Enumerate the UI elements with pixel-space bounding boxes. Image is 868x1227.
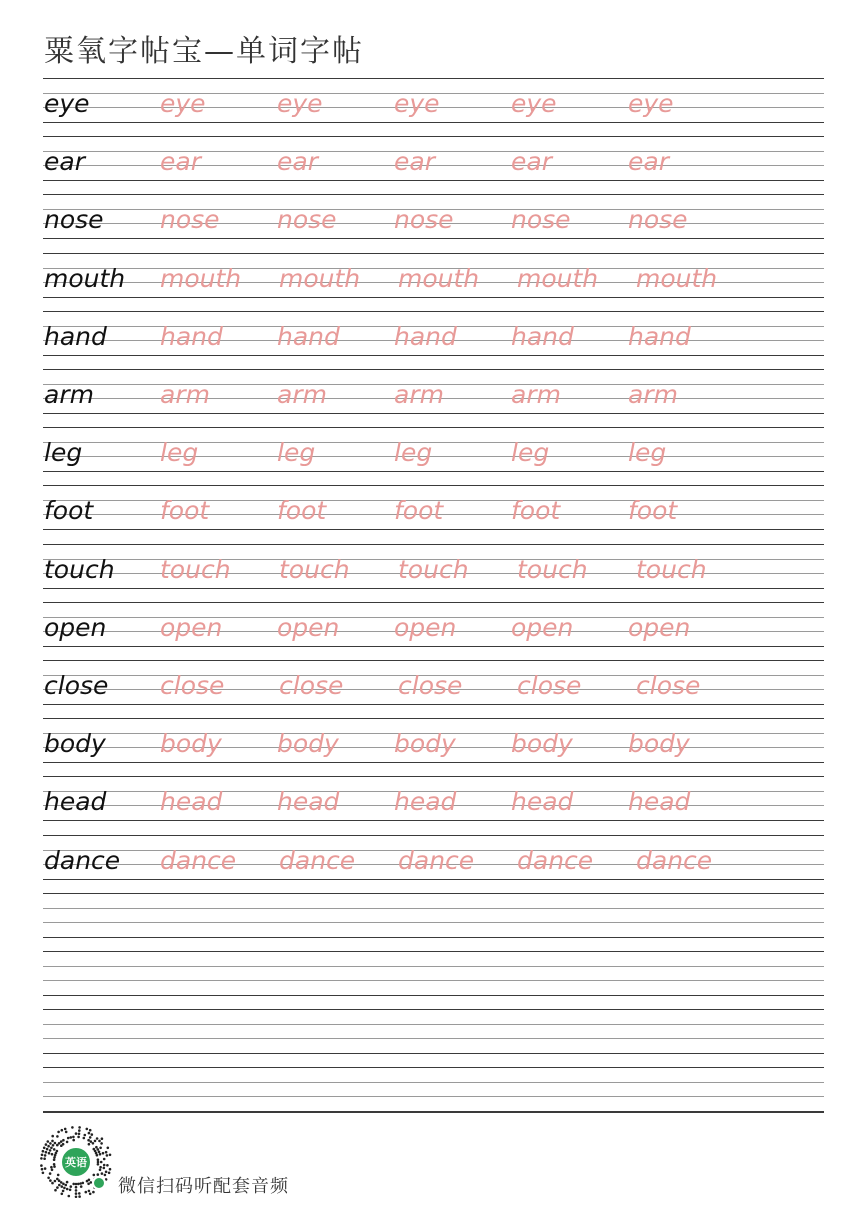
word-trace[interactable]: touch xyxy=(160,554,231,584)
word-trace[interactable]: open xyxy=(160,612,223,642)
word-trace[interactable]: nose xyxy=(628,205,688,235)
ruled-line xyxy=(43,1096,824,1097)
word-model: body xyxy=(44,729,106,759)
ruled-line xyxy=(43,980,824,981)
word-trace[interactable]: ear xyxy=(394,147,435,177)
ruled-line xyxy=(43,1082,824,1083)
word-trace[interactable]: body xyxy=(394,729,456,759)
word-trace[interactable]: body xyxy=(628,729,690,759)
word-trace[interactable]: hand xyxy=(511,321,574,351)
word-row xyxy=(44,82,824,140)
page-title: 粟氧字帖宝—单词字帖 xyxy=(44,34,364,69)
word-trace[interactable]: mouth xyxy=(517,263,599,293)
word-trace[interactable]: mouth xyxy=(636,263,718,293)
word-trace[interactable]: leg xyxy=(277,438,316,468)
word-row xyxy=(44,548,824,606)
ruled-line xyxy=(43,937,824,938)
word-trace[interactable]: arm xyxy=(511,380,561,409)
word-trace[interactable]: ear xyxy=(628,147,669,177)
word-trace[interactable]: eye xyxy=(160,89,206,118)
word-row xyxy=(44,198,824,256)
word-trace[interactable]: close xyxy=(279,671,344,700)
word-trace[interactable]: nose xyxy=(277,205,337,235)
word-model: close xyxy=(44,671,109,700)
word-trace[interactable]: eye xyxy=(394,89,440,118)
word-trace[interactable]: ear xyxy=(511,147,552,177)
word-trace[interactable]: close xyxy=(398,671,463,700)
word-trace[interactable]: leg xyxy=(628,438,667,468)
word-trace[interactable]: leg xyxy=(394,438,433,468)
word-trace[interactable]: dance xyxy=(160,845,237,875)
word-trace[interactable]: arm xyxy=(277,380,327,409)
ruled-line xyxy=(43,922,824,923)
word-trace[interactable]: leg xyxy=(511,438,550,468)
word-row xyxy=(44,664,824,722)
word-trace[interactable]: dance xyxy=(517,845,594,875)
word-trace[interactable]: foot xyxy=(160,496,210,526)
word-row xyxy=(44,722,824,780)
word-trace[interactable]: arm xyxy=(628,380,678,409)
word-trace[interactable]: body xyxy=(511,729,573,759)
qr-badge-icon xyxy=(92,1176,106,1190)
word-trace[interactable]: head xyxy=(511,787,574,817)
word-trace[interactable]: nose xyxy=(511,205,571,235)
word-trace[interactable]: leg xyxy=(160,438,199,468)
word-trace[interactable]: hand xyxy=(160,321,223,351)
word-trace[interactable]: touch xyxy=(279,554,350,584)
qr-center-logo xyxy=(59,1145,93,1179)
word-trace[interactable]: dance xyxy=(636,845,713,875)
ruled-line xyxy=(43,1009,824,1010)
word-model: eye xyxy=(44,89,90,118)
ruled-line xyxy=(43,1038,824,1039)
word-trace[interactable]: eye xyxy=(277,89,323,118)
word-trace[interactable]: close xyxy=(160,671,225,700)
word-row xyxy=(44,315,824,373)
word-row xyxy=(44,780,824,838)
word-trace[interactable]: foot xyxy=(394,496,444,526)
ruled-line xyxy=(43,908,824,909)
word-trace[interactable]: open xyxy=(394,612,457,642)
word-trace[interactable]: touch xyxy=(398,554,469,584)
word-trace[interactable]: touch xyxy=(517,554,588,584)
word-row xyxy=(44,257,824,315)
word-trace[interactable]: mouth xyxy=(398,263,480,293)
word-trace[interactable]: mouth xyxy=(160,263,242,293)
qr-center-label: 英语 xyxy=(65,1156,87,1169)
word-trace[interactable]: arm xyxy=(160,380,210,409)
word-trace[interactable]: close xyxy=(517,671,582,700)
word-trace[interactable]: nose xyxy=(394,205,454,235)
word-trace[interactable]: open xyxy=(511,612,574,642)
word-trace[interactable]: head xyxy=(394,787,457,817)
word-trace[interactable]: touch xyxy=(636,554,707,584)
ruled-line xyxy=(43,1024,824,1025)
word-trace[interactable]: head xyxy=(277,787,340,817)
footer xyxy=(40,1126,440,1198)
word-trace[interactable]: body xyxy=(160,729,222,759)
ruled-line xyxy=(43,1053,824,1054)
word-trace[interactable]: mouth xyxy=(279,263,361,293)
word-trace[interactable]: ear xyxy=(277,147,318,177)
word-model: hand xyxy=(44,321,107,351)
word-trace[interactable]: close xyxy=(636,671,701,700)
word-trace[interactable]: foot xyxy=(277,496,327,526)
word-model: head xyxy=(44,787,107,817)
word-row xyxy=(44,489,824,547)
word-trace[interactable]: nose xyxy=(160,205,220,235)
word-trace[interactable]: eye xyxy=(511,89,557,118)
word-model: open xyxy=(44,612,107,642)
ruled-line xyxy=(43,1067,824,1068)
ruled-line xyxy=(43,966,824,967)
word-trace[interactable]: dance xyxy=(398,845,475,875)
word-row xyxy=(44,373,824,431)
word-model: foot xyxy=(44,496,94,526)
word-trace[interactable]: foot xyxy=(628,496,678,526)
word-model: dance xyxy=(44,845,121,875)
word-trace[interactable]: head xyxy=(628,787,691,817)
word-trace[interactable]: hand xyxy=(277,321,340,351)
word-model: leg xyxy=(44,438,83,468)
word-trace[interactable]: open xyxy=(277,612,340,642)
ruled-line xyxy=(43,78,824,79)
word-model: touch xyxy=(44,554,115,584)
ruled-line xyxy=(43,951,824,952)
word-row xyxy=(44,140,824,198)
ruled-line xyxy=(43,1112,824,1113)
word-trace[interactable]: hand xyxy=(628,321,691,351)
word-model: arm xyxy=(44,380,94,409)
word-trace[interactable]: eye xyxy=(628,89,674,118)
word-trace[interactable]: dance xyxy=(279,845,356,875)
word-model: nose xyxy=(44,205,104,235)
word-model: ear xyxy=(44,147,85,177)
footer-caption: 微信扫码听配套音频 xyxy=(118,1176,289,1197)
word-trace[interactable]: body xyxy=(277,729,339,759)
word-trace[interactable]: foot xyxy=(511,496,561,526)
word-row xyxy=(44,431,824,489)
word-trace[interactable]: open xyxy=(628,612,691,642)
word-row xyxy=(44,839,824,897)
ruled-line xyxy=(43,995,824,996)
word-trace[interactable]: head xyxy=(160,787,223,817)
word-model: mouth xyxy=(44,263,126,293)
word-trace[interactable]: hand xyxy=(394,321,457,351)
word-row xyxy=(44,606,824,664)
word-trace[interactable]: ear xyxy=(160,147,201,177)
word-trace[interactable]: arm xyxy=(394,380,444,409)
